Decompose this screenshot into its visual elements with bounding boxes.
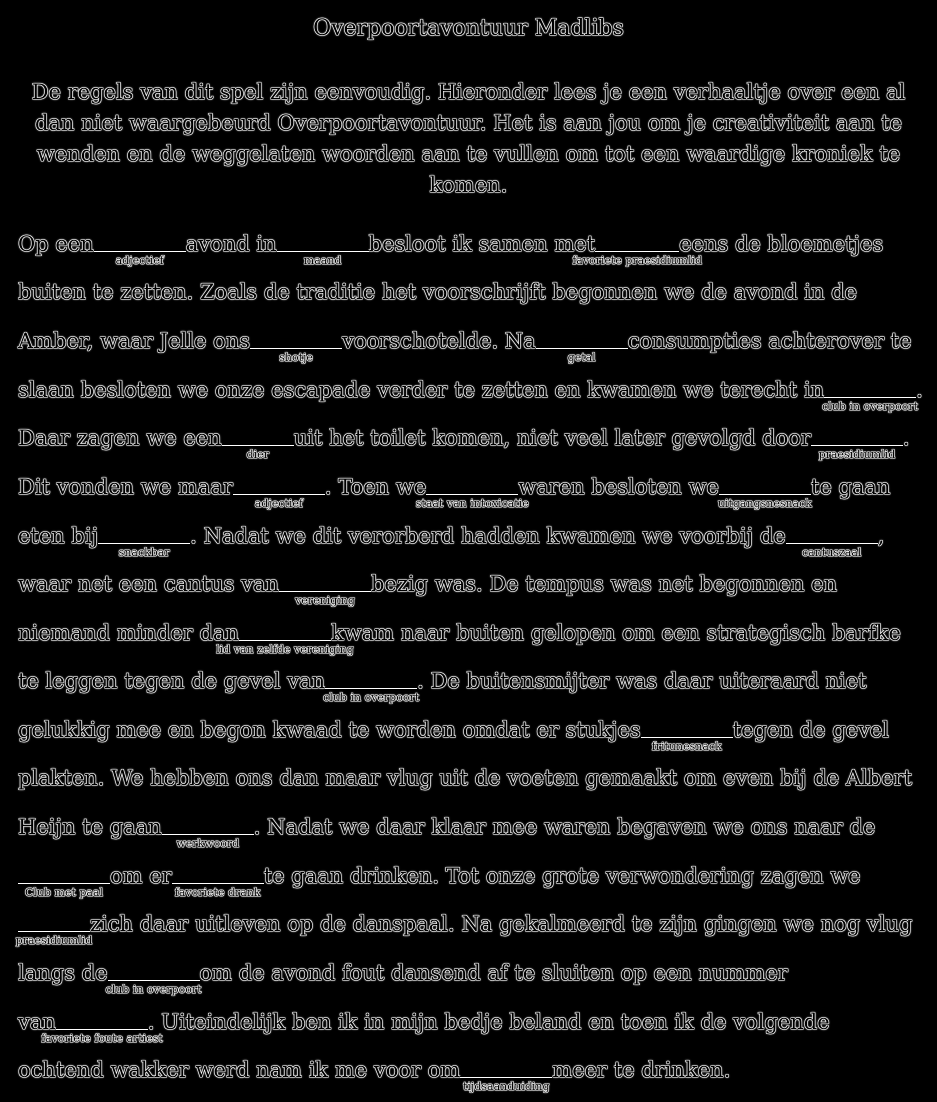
story-text: Amber, waar Jelle ons [18,329,251,354]
story-line [18,570,923,608]
story-line [18,424,923,462]
story-text: , [877,523,885,548]
story-text: waren besloten we [518,475,719,499]
fill-in-blank[interactable] [717,473,812,510]
blank-hint-label: getal [567,351,596,365]
fill-in-blank[interactable] [641,716,733,753]
blank-hint-label: lid van zelfde vereniging [216,642,354,656]
fill-in-blank[interactable] [323,667,420,705]
story-line [15,910,923,948]
blank-hint-label: club in overpoort [323,691,420,705]
story-text: . Uiteindelijk ben ik in mijn bedje beland en toen ik de volgende [147,1009,830,1034]
story-line [18,376,923,413]
fill-in-blank[interactable] [18,862,110,899]
story-line [18,619,923,656]
blank-hint-label: Club met paal [24,885,104,899]
blank-hint-label: club in overpoort [822,399,919,413]
fill-in-blank[interactable] [786,522,878,559]
blank-hint-label: dier [246,448,269,462]
story-text: langs de [18,961,108,985]
story-text: plakten. We hebben ons dan maar vlug uit de voeten gemaakt om even bij de Albert [18,765,913,790]
fill-in-blank[interactable] [536,327,628,365]
fill-in-blank[interactable] [216,619,354,656]
blank-hint-label: favoriete foute artiest [41,1031,163,1045]
blank-hint-label: favoriete praesidiumlid [572,254,703,267]
story-text: te leggen tegen de gevel van [18,669,326,694]
fill-in-blank[interactable] [822,376,919,413]
blank-hint-label: fritunesnack [651,740,722,753]
story-text: te gaan drinken. Tot onze grote verwondering zagen we [263,863,861,888]
blank-hint-label: werkwoord [176,837,240,851]
story-text: buiten te zetten. Zoals de traditie het voorschrijft begonnen we de avond in de [18,279,858,304]
blank-hint-label: snackbar [118,545,170,559]
fill-in-blank[interactable] [415,473,529,510]
story-line [18,716,923,753]
story-text: besloot ik samen met [368,232,596,256]
blank-hint-label: uitgangsnesnack [717,497,812,510]
fill-in-blank[interactable] [94,230,186,267]
story-text: . Nadat we dit verorberd hadden kwamen we voorbij de [190,523,786,548]
story-text: . [916,377,923,402]
story-text: avond in [185,232,277,256]
story-text: bezig was. De tempus was net begonnen en [370,572,838,597]
story-text: Heijn te gaan [18,815,162,840]
story-line [18,327,923,365]
fill-in-blank[interactable] [460,1056,552,1094]
intro-paragraph: De regels van dit spel zijn eenvoudig. Hieronder lees je een verhaaltje over een al dan niet waargebeurd Overpoortavontuur. Het is aan jou om je creativiteit aan te wenden en de weggelaten woorden aan te vullen om tot een waardige kroniek te komen. [31,80,906,197]
fill-in-blank[interactable] [572,230,703,267]
blank-hint-label: adjectief [115,254,164,267]
blank-hint-label: staat van intoxicatie [415,497,529,510]
story-text: meer te drinken. [552,1058,731,1083]
story-text: zich daar uitleven op de danspaal. Na gekalmeerd te zijn gingen we nog vlug [90,912,913,937]
story-line [18,959,923,996]
fill-in-blank[interactable] [279,570,371,608]
story-line [18,279,923,305]
story-line [18,765,923,791]
fill-in-blank[interactable] [811,424,903,462]
fill-in-blank[interactable] [277,230,369,267]
blank-hint-label: tijdsaanduiding [462,1080,550,1094]
fill-in-blank[interactable] [162,813,254,851]
story-text: om de avond fout dansend af te sluiten op een nummer [199,961,788,985]
story-text: voorschotelde. Na [342,329,536,354]
blank-hint-label: vereniging [295,594,355,608]
blank-hint-label: club in overpoort [105,983,202,996]
story-text: . Nadat we daar klaar mee waren begaven we ons naar de [253,815,876,840]
story-text: te gaan [810,475,891,499]
blank-hint-label: shotje [279,351,313,365]
story-text: . De buitensmijter was daar uiteraard niet [417,669,867,694]
story-line [18,1056,923,1094]
story-text: eten bij [18,523,99,548]
story-line [18,1008,923,1045]
story-text: uit het toilet komen, niet veel later gevolgd door [293,426,811,451]
story-text: gelukkig mee en begon kwaad te worden omdat er stukjes [18,718,641,742]
story-line [18,667,923,705]
fill-in-blank[interactable] [41,1008,163,1045]
fill-in-blank[interactable] [172,862,264,899]
fill-in-blank[interactable] [15,910,93,948]
story-text: Daar zagen we een [18,426,222,451]
story-line [18,473,923,510]
blank-hint-label: praesidiumlid [818,448,896,462]
story-text: . Toen we [324,475,427,499]
story-text: Op een [18,232,94,256]
story-text: tegen de gevel [732,718,890,742]
story-text: eens de bloemetjes [679,232,884,256]
story-text: om er [110,863,172,888]
blank-hint-label: favoriete drank [174,885,261,899]
story-text: consumpties achterover te [627,329,912,354]
page-title: Overpoortavontuur Madlibs [313,16,624,41]
blank-hint-label: praesidiumlid [15,934,93,948]
fill-in-blank[interactable] [233,473,325,510]
story-text: ochtend wakker werd nam ik me voor om [18,1058,461,1083]
story-line [18,862,923,899]
story-text: van [18,1009,56,1034]
story-text: Dit vonden we maar [18,475,233,499]
story-text: kwam naar buiten gelopen om een strategisch barfke [330,620,901,645]
fill-in-blank[interactable] [250,327,342,365]
story-line [18,522,923,559]
blank-hint-label: maand [303,254,342,267]
story-line [18,813,923,851]
blank-hint-label: cantuszaal [802,545,862,559]
story-text: slaan besloten we onze escapade verder te zetten en kwamen we terecht in [18,377,825,402]
story-text: niemand minder dan [18,620,239,645]
fill-in-blank[interactable] [222,424,294,462]
fill-in-blank[interactable] [98,522,190,559]
fill-in-blank[interactable] [105,959,202,996]
story-text: waar net een cantus van [18,572,279,597]
story-line [18,230,923,267]
blank-hint-label: adjectief [254,497,303,510]
story-text: . [902,426,910,451]
